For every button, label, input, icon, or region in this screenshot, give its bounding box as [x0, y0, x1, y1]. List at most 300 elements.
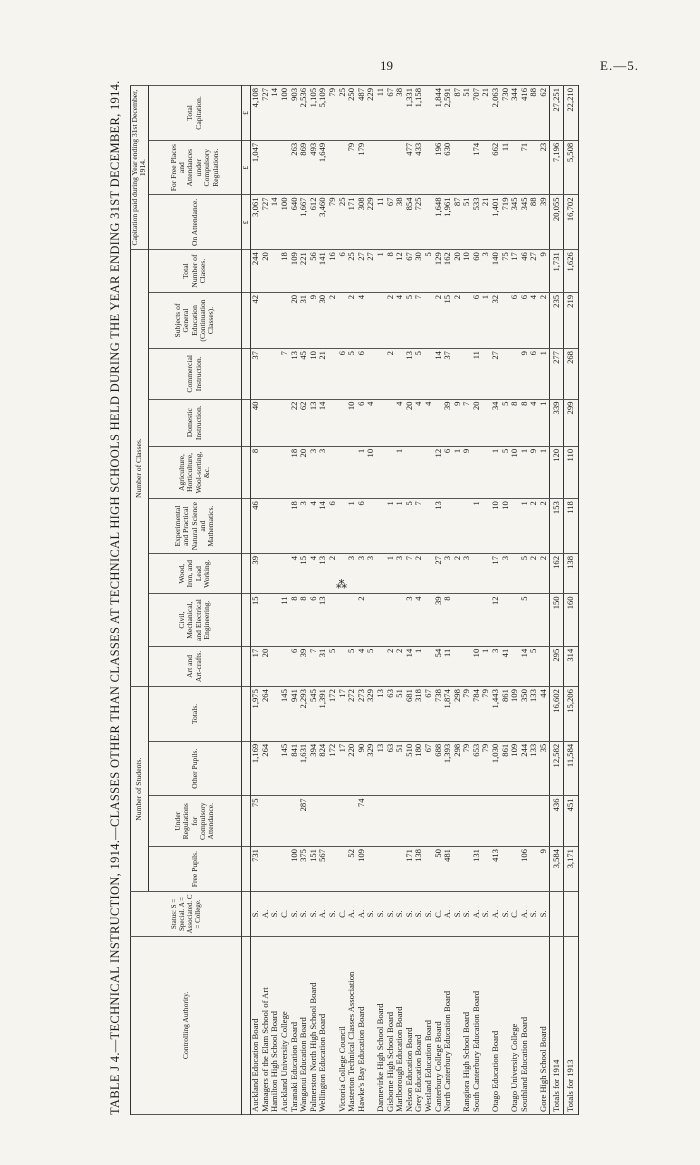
- cell-a: Wanganui Education Board: [299, 936, 309, 1114]
- students-group-header: Number of Students.: [131, 687, 149, 892]
- cell-tl: 88: [529, 86, 539, 141]
- cell-u: 451: [564, 796, 579, 847]
- cell-t: 109: [510, 687, 520, 742]
- cell-co: 10: [309, 349, 319, 400]
- cell-tl: 25: [338, 86, 348, 141]
- cell-at: 345: [520, 195, 530, 250]
- cell-ag: 18: [290, 446, 300, 498]
- cell-f: 106: [520, 847, 530, 892]
- cell-f: 171: [405, 847, 415, 892]
- cell-a: Westland Education Board: [424, 936, 434, 1114]
- cell-ge: 2: [453, 292, 463, 348]
- cell-do: 299: [564, 399, 579, 446]
- cell-s: C.: [280, 892, 290, 937]
- cell-ci: 160: [564, 594, 579, 646]
- cell-ar: 5: [529, 646, 539, 686]
- cell-tl: 707: [472, 86, 482, 141]
- cell-t: 681: [405, 687, 415, 742]
- cell-co: 5: [347, 349, 357, 400]
- cell-s: S.: [309, 892, 319, 937]
- cell-ci: 150: [549, 594, 564, 646]
- cell-tl: 51: [462, 86, 472, 141]
- cell-ar: 17: [251, 646, 261, 686]
- cell-fp: 23: [539, 140, 549, 195]
- cell-t: 79: [462, 687, 472, 742]
- cell-ci: [462, 594, 472, 646]
- cell-ge: 235: [549, 292, 564, 348]
- cell-f: 413: [491, 847, 501, 892]
- cell-ag: [328, 446, 338, 498]
- cell-tc: 25: [347, 250, 357, 293]
- cell-fp: 7,196: [549, 140, 564, 195]
- cell-ci: 15: [251, 594, 261, 646]
- cell-a: Victoria College Council: [338, 936, 348, 1114]
- cell-ge: 6: [472, 292, 482, 348]
- table-title: TABLE J 4.—TECHNICAL INSTRUCTION, 1914.—CLASSES OTHER THAN CLASSES AT TECHNICAL HIGH SCHOOLS HELD DURING THE YEAR ENDING 31ST DECEMBER, 1914.: [108, 80, 122, 1115]
- cell-sc: 4: [309, 499, 319, 554]
- cell-do: 62: [299, 399, 309, 446]
- commercial-header: Commercial Instruction.: [148, 349, 241, 400]
- cell-do: [328, 399, 338, 446]
- cell-u: [453, 796, 463, 847]
- group-header-row: [131, 86, 149, 1115]
- cell-do: 40: [251, 399, 261, 446]
- unit-pound: £: [241, 195, 250, 250]
- cell-ge: 4: [395, 292, 405, 348]
- agriculture-header: Agriculture, Horticulture, Wool-sorting, &c.: [148, 446, 241, 498]
- cell-ge: 4: [357, 292, 367, 348]
- cell-f: 731: [251, 847, 261, 892]
- document-code: E.—5.: [600, 58, 639, 73]
- cell-at: 51: [462, 195, 472, 250]
- totals-row: [564, 86, 579, 1115]
- cell-tl: 1,158: [414, 86, 424, 141]
- cell-co: [510, 349, 520, 400]
- cell-ci: 8: [299, 594, 309, 646]
- cell-do: [386, 399, 396, 446]
- cell-co: [328, 349, 338, 400]
- cell-t: 1,874: [443, 687, 453, 742]
- cell-u: [510, 796, 520, 847]
- cell-a: Totals for 1913: [564, 936, 579, 1114]
- cell-ge: 4: [529, 292, 539, 348]
- cell-tl: 14: [270, 86, 280, 141]
- table-row: [357, 86, 367, 1115]
- cell-fp: 1,047: [251, 140, 261, 195]
- cell-t: 172: [328, 687, 338, 742]
- cell-sc: 153: [549, 499, 564, 554]
- cell-tl: 21: [481, 86, 491, 141]
- table-row: [453, 86, 463, 1115]
- cell-at: 79: [328, 195, 338, 250]
- cell-ar: 11: [443, 646, 453, 686]
- cell-co: 13: [405, 349, 415, 400]
- cell-f: 375: [299, 847, 309, 892]
- cell-u: [318, 796, 328, 847]
- cell-wo: 3: [347, 554, 357, 594]
- cell-do: 4: [395, 399, 405, 446]
- cell-o: 824: [318, 741, 328, 796]
- cell-ag: 1: [395, 446, 405, 498]
- cell-u: [395, 796, 405, 847]
- cell-s: A.: [520, 892, 530, 937]
- cell-o: 1,393: [443, 741, 453, 796]
- table-row: [318, 86, 328, 1115]
- cell-ci: [501, 594, 511, 646]
- cell-ar: 2: [395, 646, 405, 686]
- table-row: [328, 86, 338, 1115]
- cell-u: [386, 796, 396, 847]
- cell-t: 13: [376, 687, 386, 742]
- cell-tl: 67: [386, 86, 396, 141]
- cell-s: A.: [491, 892, 501, 937]
- cell-tl: 1,105: [309, 86, 319, 141]
- cell-tc: 221: [299, 250, 309, 293]
- engineering-header: Civil, Mechanical, and Electrical Engineering.: [148, 594, 241, 646]
- cell-do: 4: [424, 399, 434, 446]
- cell-fp: 477: [405, 140, 415, 195]
- cell-wo: 3: [357, 554, 367, 594]
- cell-ar: 39: [299, 646, 309, 686]
- table-row: [462, 86, 472, 1115]
- cell-ge: 42: [251, 292, 261, 348]
- cell-ar: 314: [564, 646, 579, 686]
- cell-wo: 39: [251, 554, 261, 594]
- cell-sc: 14: [318, 499, 328, 554]
- cell-ar: 14: [405, 646, 415, 686]
- cell-co: [261, 349, 271, 400]
- cell-fp: [386, 140, 396, 195]
- cell-a: Gisborne High School Board: [386, 936, 396, 1114]
- cell-t: 298: [453, 687, 463, 742]
- cell-o: 172: [328, 741, 338, 796]
- rotated-table-container: [108, 80, 678, 1115]
- cell-f: [270, 847, 280, 892]
- cell-fp: [328, 140, 338, 195]
- cell-wo: 138: [564, 554, 579, 594]
- cell-fp: 5,508: [564, 140, 579, 195]
- cell-ag: [481, 446, 491, 498]
- cell-o: 841: [290, 741, 300, 796]
- cell-a: Masterton Technical Classes Association: [347, 936, 357, 1114]
- cell-a: Hawke's Bay Education Board: [357, 936, 367, 1114]
- cell-ci: 6: [309, 594, 319, 646]
- cell-co: 6: [357, 349, 367, 400]
- cell-ag: 120: [549, 446, 564, 498]
- cell-sc: [376, 499, 386, 554]
- printer-mark: ⁂: [336, 579, 347, 591]
- cell-s: A.: [472, 892, 482, 937]
- cell-t: 784: [472, 687, 482, 742]
- table-row: [338, 86, 348, 1115]
- cell-a: Southland Education Board: [520, 936, 530, 1114]
- cell-tl: 487: [357, 86, 367, 141]
- cell-s: S.: [453, 892, 463, 937]
- cell-wo: 17: [491, 554, 501, 594]
- cell-ag: 1: [491, 446, 501, 498]
- cell-ci: [395, 594, 405, 646]
- cell-do: 8: [510, 399, 520, 446]
- cell-o: 11,584: [564, 741, 579, 796]
- cell-o: 180: [414, 741, 424, 796]
- cell-ag: 10: [366, 446, 376, 498]
- cell-co: [501, 349, 511, 400]
- table-row: [491, 86, 501, 1115]
- cell-ge: [501, 292, 511, 348]
- cell-tc: 16: [328, 250, 338, 293]
- table-row: [366, 86, 376, 1115]
- cell-o: 67: [424, 741, 434, 796]
- cell-tl: 229: [366, 86, 376, 141]
- cell-fp: 174: [472, 140, 482, 195]
- cell-tl: 27,251: [549, 86, 564, 141]
- cell-ci: 39: [434, 594, 444, 646]
- cell-sc: 118: [564, 499, 579, 554]
- cell-tc: 20: [453, 250, 463, 293]
- cell-tc: 244: [251, 250, 261, 293]
- cell-t: 15,206: [564, 687, 579, 742]
- cell-f: [366, 847, 376, 892]
- cell-s: C.: [338, 892, 348, 937]
- cell-ci: [510, 594, 520, 646]
- cell-tc: 5: [424, 250, 434, 293]
- cell-co: 37: [443, 349, 453, 400]
- general-education-header: Subjects of General Education (Continuation Classes).: [148, 292, 241, 348]
- cell-u: [309, 796, 319, 847]
- cell-fp: 79: [347, 140, 357, 195]
- cell-fp: 630: [443, 140, 453, 195]
- cell-co: 45: [299, 349, 309, 400]
- cell-s: S.: [529, 892, 539, 937]
- cell-t: 1,443: [491, 687, 501, 742]
- cell-o: 109: [510, 741, 520, 796]
- cell-ci: [472, 594, 482, 646]
- cell-a: Auckland Education Board: [251, 936, 261, 1114]
- cell-u: [462, 796, 472, 847]
- cell-wo: 2: [529, 554, 539, 594]
- cell-ag: 1: [520, 446, 530, 498]
- cell-wo: [472, 554, 482, 594]
- cell-tc: 10: [462, 250, 472, 293]
- cell-ar: 14: [520, 646, 530, 686]
- cell-fp: 869: [299, 140, 309, 195]
- cell-ar: 295: [549, 646, 564, 686]
- cell-fp: 71: [520, 140, 530, 195]
- cell-sc: 6: [357, 499, 367, 554]
- cell-ci: [347, 594, 357, 646]
- cell-wo: 4: [309, 554, 319, 594]
- cell-do: 20: [472, 399, 482, 446]
- cell-sc: 1: [520, 499, 530, 554]
- cell-a: Otago Education Board: [491, 936, 501, 1114]
- cell-o: 329: [366, 741, 376, 796]
- cell-tl: 1,331: [405, 86, 415, 141]
- cell-a: Dannevirke High School Board: [376, 936, 386, 1114]
- cell-t: 44: [539, 687, 549, 742]
- cell-f: 50: [434, 847, 444, 892]
- cell-ci: 5: [520, 594, 530, 646]
- cell-a: Otago University College: [510, 936, 520, 1114]
- cell-ag: [386, 446, 396, 498]
- cell-co: 5: [414, 349, 424, 400]
- cell-wo: 2: [328, 554, 338, 594]
- cell-fp: [376, 140, 386, 195]
- cell-ge: 9: [309, 292, 319, 348]
- cell-sc: 1: [472, 499, 482, 554]
- cell-t: 1,975: [251, 687, 261, 742]
- cell-o: 12,582: [549, 741, 564, 796]
- table-row: [472, 86, 482, 1115]
- cell-sc: 2: [539, 499, 549, 554]
- cell-t: 17: [338, 687, 348, 742]
- cell-fp: [261, 140, 271, 195]
- cell-t: 264: [261, 687, 271, 742]
- cell-tl: 4,108: [251, 86, 261, 141]
- cell-s: S.: [395, 892, 405, 937]
- table-row: [414, 86, 424, 1115]
- cell-sc: 10: [501, 499, 511, 554]
- cell-f: 52: [347, 847, 357, 892]
- cell-sc: 3: [299, 499, 309, 554]
- cell-tl: 5,109: [318, 86, 328, 141]
- cell-u: [529, 796, 539, 847]
- cell-u: [366, 796, 376, 847]
- cell-o: 220: [347, 741, 357, 796]
- cell-tl: 2,063: [491, 86, 501, 141]
- cell-o: 653: [472, 741, 482, 796]
- cell-ci: [366, 594, 376, 646]
- cell-co: 9: [520, 349, 530, 400]
- cell-ci: 8: [443, 594, 453, 646]
- total-classes-header: Total Number of Classes.: [148, 250, 241, 293]
- cell-ar: 6: [290, 646, 300, 686]
- cell-o: 1,169: [251, 741, 261, 796]
- free-places-header: For Free Places and Attendances under Compulsory Regulations.: [148, 140, 241, 195]
- cell-u: [481, 796, 491, 847]
- cell-f: 567: [318, 847, 328, 892]
- cell-ag: [414, 446, 424, 498]
- cell-ag: 1: [539, 446, 549, 498]
- cell-s: A.: [443, 892, 453, 937]
- cell-a: Marlborough Education Board: [395, 936, 405, 1114]
- cell-t: 79: [481, 687, 491, 742]
- cell-f: 3,171: [564, 847, 579, 892]
- cell-wo: 2: [539, 554, 549, 594]
- cell-u: [280, 796, 290, 847]
- cell-ci: 4: [414, 594, 424, 646]
- cell-s: S.: [414, 892, 424, 937]
- cell-u: [424, 796, 434, 847]
- cell-u: [270, 796, 280, 847]
- table-row: [443, 86, 453, 1115]
- cell-ge: 5: [405, 292, 415, 348]
- cell-at: 3,460: [318, 195, 328, 250]
- cell-o: 13: [376, 741, 386, 796]
- cell-ag: [405, 446, 415, 498]
- cell-s: C.: [434, 892, 444, 937]
- cell-tc: 20: [261, 250, 271, 293]
- cell-f: 131: [472, 847, 482, 892]
- cell-t: 738: [434, 687, 444, 742]
- cell-s: C.: [510, 892, 520, 937]
- cell-ge: [270, 292, 280, 348]
- cell-o: 17: [338, 741, 348, 796]
- cell-o: 63: [386, 741, 396, 796]
- cell-fp: [366, 140, 376, 195]
- cell-f: 100: [290, 847, 300, 892]
- capitation-group-header: Capitation paid during Year ending 31st December, 1914.: [131, 86, 149, 250]
- cell-u: [261, 796, 271, 847]
- cell-ci: [338, 594, 348, 646]
- cell-at: 345: [510, 195, 520, 250]
- cell-at: 640: [290, 195, 300, 250]
- cell-do: 9: [453, 399, 463, 446]
- cell-at: 21: [481, 195, 491, 250]
- cell-tl: 87: [453, 86, 463, 141]
- cell-ge: [338, 292, 348, 348]
- table-row: [501, 86, 511, 1115]
- cell-at: 727: [261, 195, 271, 250]
- free-pupils-header: Free Pupils.: [148, 847, 241, 892]
- domestic-header: Domestic Instruction.: [148, 399, 241, 446]
- cell-f: 3,584: [549, 847, 564, 892]
- cell-sc: [338, 499, 348, 554]
- science-header: Experimental and Practical Natural Science and Mathematics.: [148, 499, 241, 554]
- cell-f: [261, 847, 271, 892]
- cell-do: 20: [405, 399, 415, 446]
- cell-at: 308: [357, 195, 367, 250]
- cell-t: 941: [290, 687, 300, 742]
- cell-o: 51: [395, 741, 405, 796]
- cell-at: 1,961: [443, 195, 453, 250]
- cell-a: Wellington Education Board: [318, 936, 328, 1114]
- cell-do: 339: [549, 399, 564, 446]
- cell-a: Taranaki Education Board: [290, 936, 300, 1114]
- cell-tl: 38: [395, 86, 405, 141]
- cell-co: [453, 349, 463, 400]
- cell-u: 436: [549, 796, 564, 847]
- cell-t: 272: [347, 687, 357, 742]
- cell-f: [386, 847, 396, 892]
- cell-sc: 18: [290, 499, 300, 554]
- cell-co: 27: [491, 349, 501, 400]
- cell-do: 4: [366, 399, 376, 446]
- cell-wo: 4: [290, 554, 300, 594]
- cell-at: 719: [501, 195, 511, 250]
- table-row: [376, 86, 386, 1115]
- cell-ge: 219: [564, 292, 579, 348]
- cell-s: S.: [366, 892, 376, 937]
- cell-f: 151: [309, 847, 319, 892]
- cell-sc: 46: [251, 499, 261, 554]
- cell-co: 6: [529, 349, 539, 400]
- cell-at: 1,401: [491, 195, 501, 250]
- cell-ar: 20: [261, 646, 271, 686]
- cell-s: S.: [376, 892, 386, 937]
- cell-f: [453, 847, 463, 892]
- cell-tc: 67: [405, 250, 415, 293]
- cell-t: 318: [414, 687, 424, 742]
- cell-ci: [453, 594, 463, 646]
- cell-tl: 730: [501, 86, 511, 141]
- cell-wo: 3: [501, 554, 511, 594]
- total-capitation-header: Total Capitation.: [148, 86, 241, 141]
- cell-at: 67: [386, 195, 396, 250]
- cell-wo: 1: [386, 554, 396, 594]
- cell-a: Grey Education Board: [414, 936, 424, 1114]
- cell-ge: 1: [481, 292, 491, 348]
- cell-f: 9: [539, 847, 549, 892]
